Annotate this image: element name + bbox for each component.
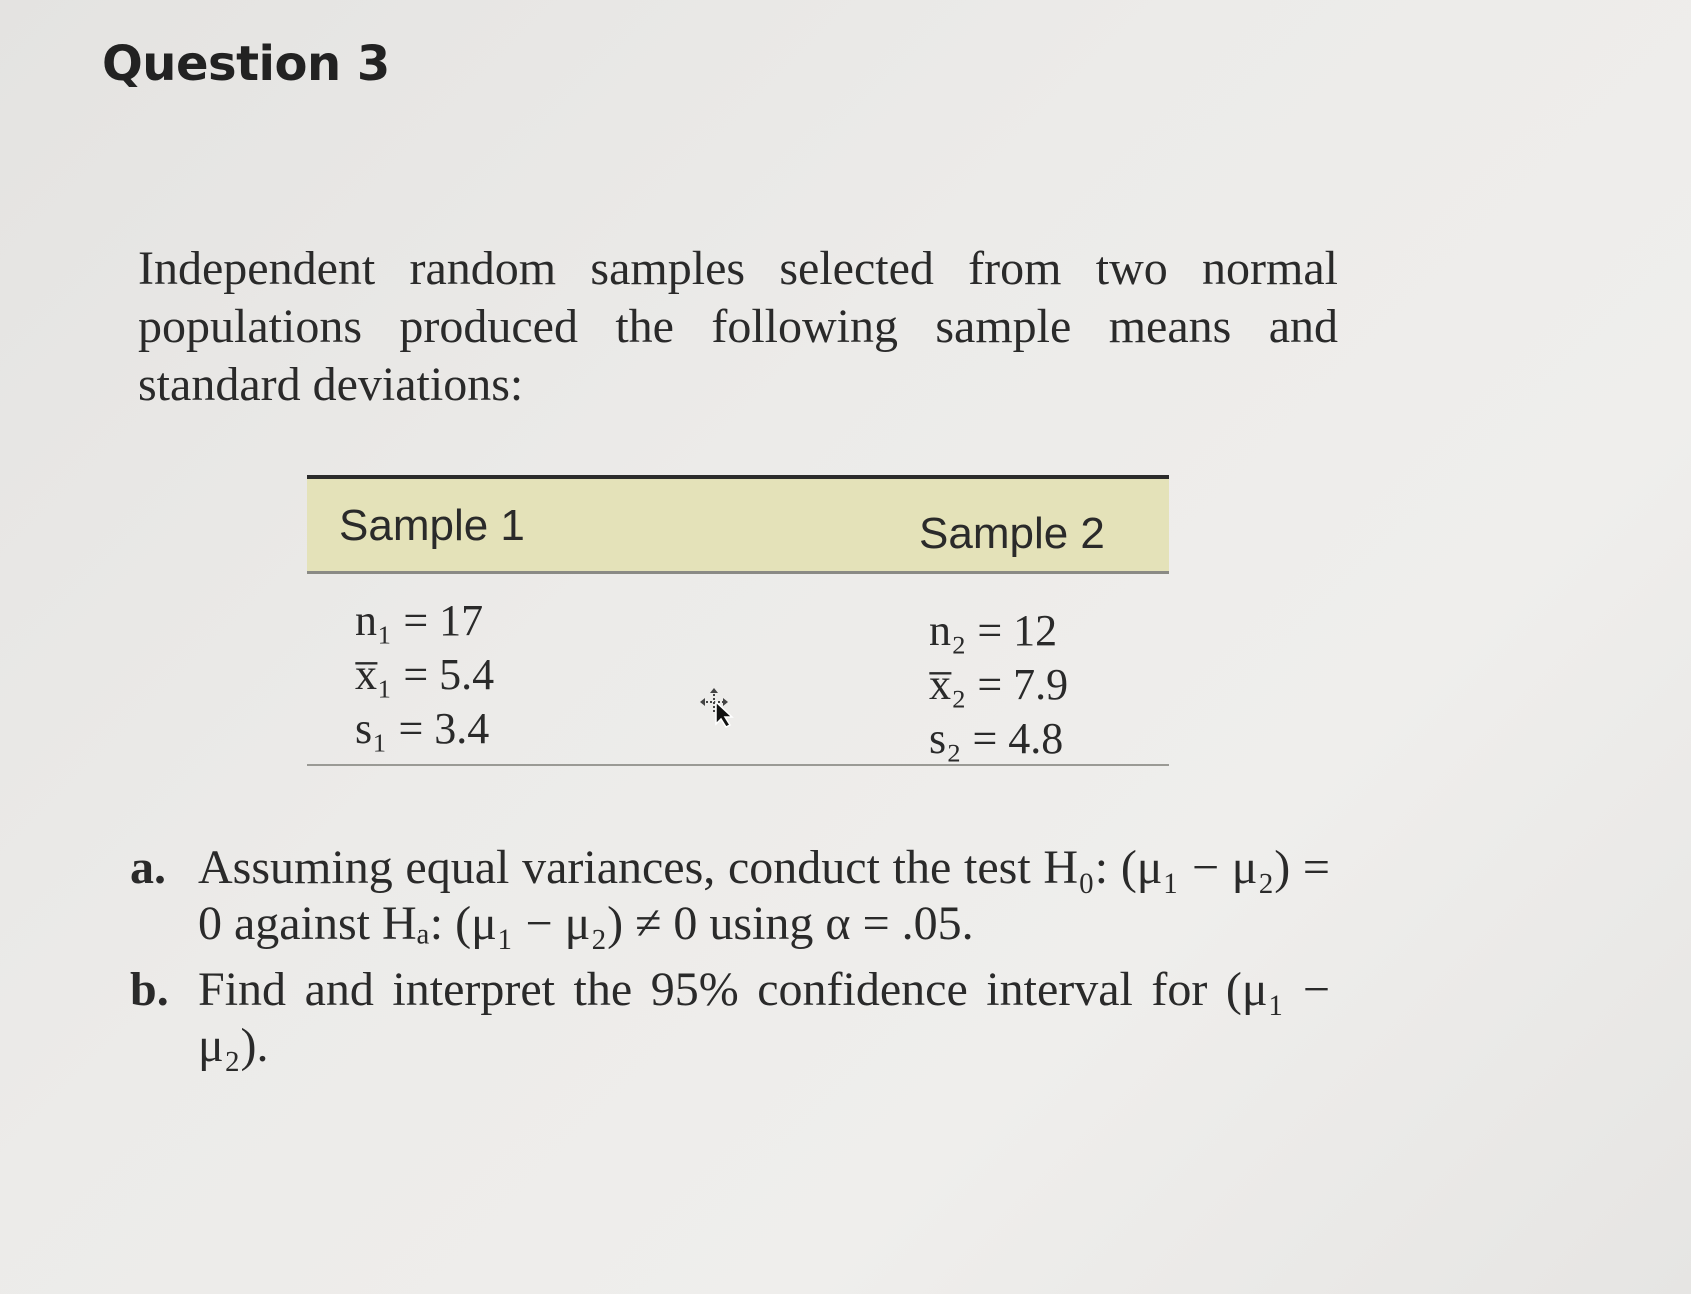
sample-1-sd: s₁ = 3.4 xyxy=(355,704,490,753)
part-a-label: a. xyxy=(130,841,166,894)
header-sample-1: Sample 1 xyxy=(339,501,525,550)
question-part-b xyxy=(130,962,1330,1074)
part-b-label: b. xyxy=(130,963,169,1016)
sample-1-mean: x̅₁ = 5.4 xyxy=(355,650,495,699)
header-sample-2: Sample 2 xyxy=(919,509,1105,558)
part-b-text: Find and interpret the 95% confidence interval for (μ₁ − μ₂). xyxy=(198,963,1330,1072)
sample-2-column xyxy=(929,604,1068,766)
question-part-a xyxy=(130,840,1330,952)
question-heading: Question 3 xyxy=(102,36,390,92)
table-header xyxy=(307,479,1169,574)
move-cursor-icon xyxy=(700,688,740,728)
sample-1-column xyxy=(355,594,494,756)
intro-paragraph: Independent random samples selected from two normal populations produced the following sample means and standard deviations: xyxy=(138,242,1338,411)
sample-2-mean: x̅₂ = 7.9 xyxy=(929,660,1069,709)
question-parts xyxy=(130,840,1330,1084)
sample-1-n: n₁ = 17 xyxy=(355,596,484,645)
part-a-text: Assuming equal variances, conduct the test H₀: (μ₁ − μ₂) = 0 against Hₐ: (μ₁ − μ₂) ≠ 0 using α = .05. xyxy=(198,841,1330,950)
table-body xyxy=(307,574,1169,766)
sample-2-n: n₂ = 12 xyxy=(929,606,1058,655)
sample-2-sd: s₂ = 4.8 xyxy=(929,714,1064,763)
